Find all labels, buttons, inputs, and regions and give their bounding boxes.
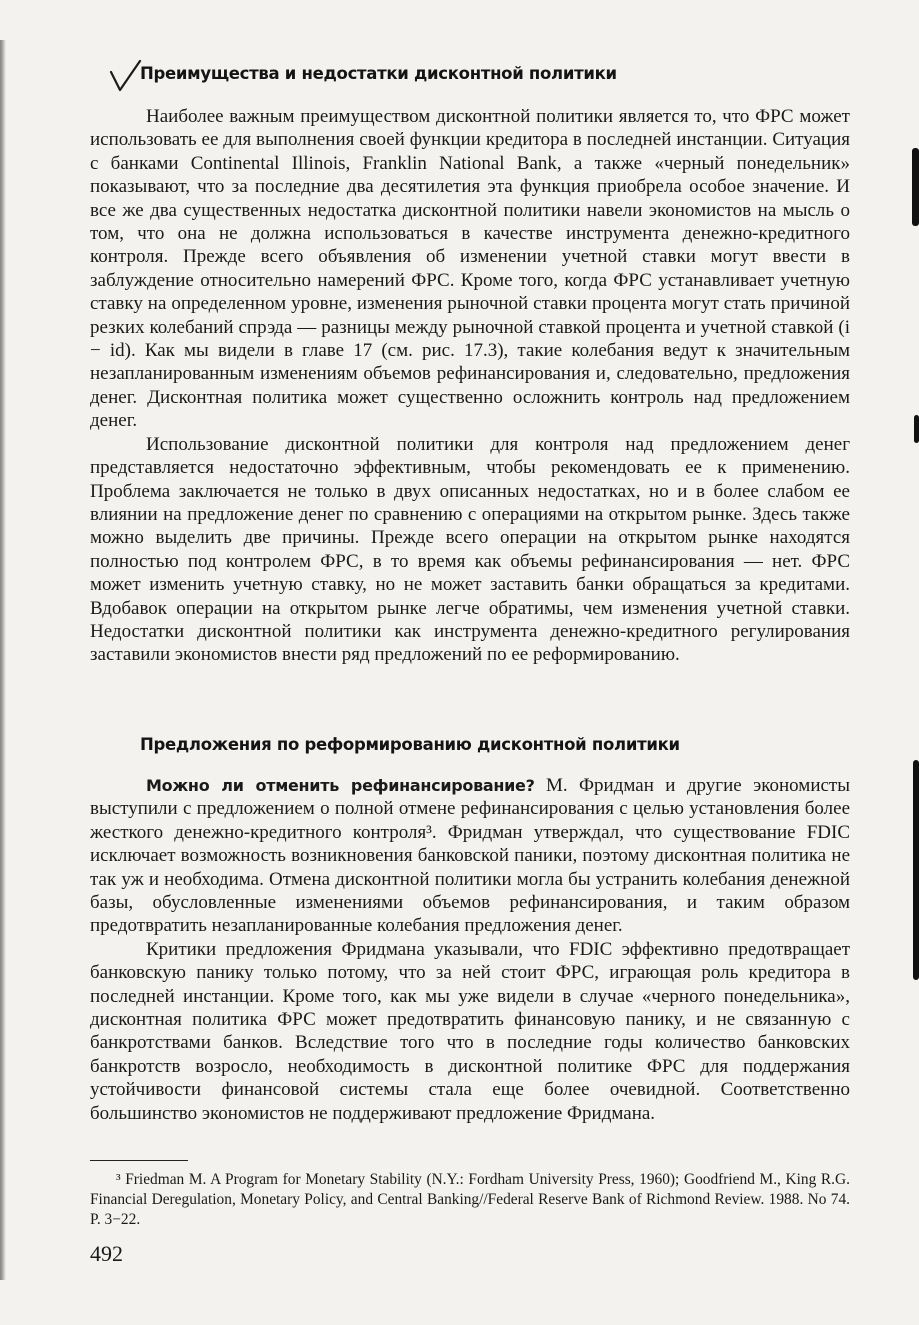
section-body — [90, 774, 850, 1125]
section-heading: Преимущества и недостатки дисконтной политики — [140, 64, 617, 83]
handwritten-check-icon — [108, 58, 142, 94]
scan-edge-mark — [914, 415, 919, 443]
section-body — [90, 105, 850, 667]
section-heading: Предложения по реформированию дисконтной политики — [140, 735, 680, 754]
paragraph: Использование дисконтной политики для контроля над предложением денег представляется недостаточно эффективным, чтобы рекомендовать ее к применению. Проблема заключается не только в двух описанных недостатках, но и в более слабом ее влиянии на предложение денег по сравнению с операциями на открытом рынке. Здесь также можно выделить две причины. Прежде всего операции на открытом рынке находятся полностью под контролем ФРС, в то время как объемы рефинансирования — нет. ФРС может изменить учетную ставку, но не может заставить банки обращаться за кредитами. Вдобавок операции на открытом рынке легче обратимы, чем изменения учетной ставки. Недостатки дисконтной политики как инструмента денежно-кредитного регулирования заставили экономистов внести ряд предложений по ее реформированию. — [90, 433, 850, 666]
page-number: 492 — [90, 1241, 123, 1266]
paragraph-text: М. Фридман и другие экономисты выступили с предложением о полной отмене рефинансирования с целью установления более жесткого денежно-кредитного контроля³. Фридман утверждал, что существование FDIC исключает возможность возникновения банковской паники, поэтому дисконтная политика не так уж и необходима. Отмена дисконтной политики могла бы устранить колебания денежной базы, обусловленные изменениями объемов рефинансирования, и таким образом предотвратить незапланированные колебания предложения денег. — [90, 775, 850, 937]
footnote-divider — [90, 1160, 188, 1161]
scan-edge-mark — [912, 148, 919, 226]
paragraph: Критики предложения Фридмана указывали, что FDIC эффективно предотвращает банковскую панику только потому, что за ней стоит ФРС, играющая роль кредитора в последней инстанции. Кроме того, как мы уже видели в случае «черного понедельника», дисконтная политика ФРС может предотвратить финансовую панику, и не связанную с банкротствами банков. Вследствие того что в последние годы количество банковских банкротств возросло, необходимость в дисконтной политике ФРС для поддержания устойчивости финансовой системы стала еще более очевидной. Соответственно большинство экономистов не поддерживают предложение Фридмана. — [90, 938, 850, 1124]
footnote — [90, 1170, 850, 1230]
paragraph — [90, 774, 850, 938]
scan-edge-shadow — [0, 40, 6, 1280]
scan-edge-mark — [913, 760, 919, 980]
paragraph: Наиболее важным преимуществом дисконтной политики является то, что ФРС может использовать ее для выполнения своей функции кредитора в последней инстанции. Ситуация с банками Continental Illinois, Franklin National Bank, а также «черный понедельник» показывают, что за последние два десятилетия эта функция приобрела особое значение. И все же два существенных недостатка дисконтной политики навели экономистов на мысль о том, что она не должна использоваться в качестве инструмента денежно-кредитного контроля. Прежде всего объявления об изменении учетной ставки могут ввести в заблуждение относительно намерений ФРС. Кроме того, когда ФРС устанавливает учетную ставку на определенном уровне, изменения рыночной ставки процента могут стать причиной резких колебаний спрэда — разницы между рыночной ставкой процента и учетной ставкой (i − id). Как мы видели в главе 17 (см. рис. 17.3), такие колебания ведут к значительным незапланированным изменениям объемов рефинансирования и, следовательно, предложения денег. Дисконтная политика может существенно осложнить контроль над предложением денег. — [90, 106, 850, 432]
run-in-heading: Можно ли отменить рефинансирование? — [146, 776, 535, 795]
footnote-text: ³ Friedman M. A Program for Monetary Stability (N.Y.: Fordham University Press, 1960); Goodfriend M., King R.G. Financial Deregulation, Monetary Policy, and Central Banking//Federal Reserve Bank of Richmond Review. 1988. No 74. P. 3−22. — [90, 1171, 850, 1228]
